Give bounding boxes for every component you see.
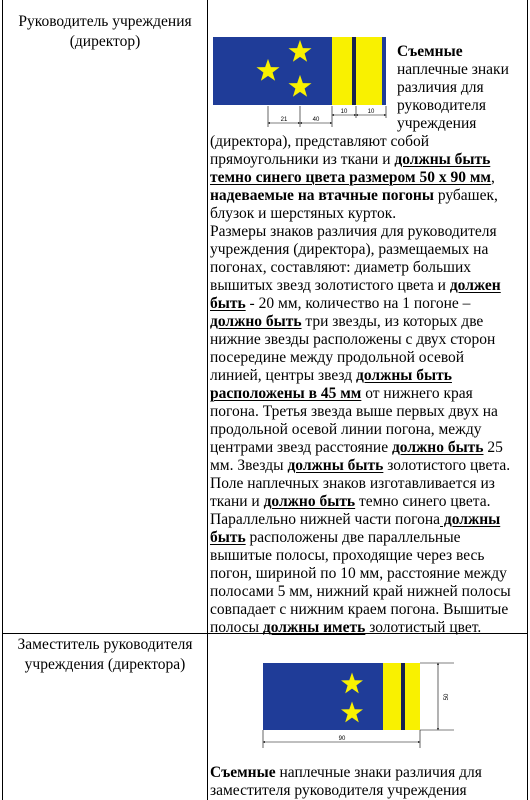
- description-text: погонах, составляют: диаметр больших: [210, 259, 472, 276]
- description-line: [210, 151, 490, 169]
- description-line: [397, 61, 509, 79]
- table-border-right: [527, 0, 528, 800]
- description-text: учреждения (директора), размещаемых на: [210, 241, 489, 258]
- emphasis-text: должны быть: [394, 151, 491, 168]
- description-text: Размеры знаков различия для руководителя: [210, 223, 497, 240]
- description-line: [210, 187, 498, 205]
- description-line: [210, 475, 495, 493]
- description-line: [210, 223, 497, 241]
- emphasis-text: должны быть: [287, 457, 384, 474]
- description-line: [210, 601, 508, 619]
- description-line: [397, 43, 463, 61]
- description-text: прямоугольники из ткани и: [210, 151, 395, 168]
- description-text: рубашек,: [433, 187, 498, 204]
- description-line: [210, 169, 495, 187]
- gold-stripe: [405, 663, 420, 730]
- description-text: Поле наплечных знаков изготавливается из: [210, 475, 495, 492]
- emphasis-text: должны иметь: [262, 619, 366, 636]
- description-text: продольной осевой линии погона, между: [210, 421, 482, 438]
- emphasis-text: должны быть: [356, 367, 452, 384]
- emphasis-text: должно быть: [263, 493, 356, 510]
- stripe-gap: [401, 663, 405, 730]
- description-text: расположены две параллельные: [245, 529, 461, 546]
- description-text: ,: [490, 169, 495, 186]
- role-title-line: (директор): [69, 33, 141, 50]
- description-line: [210, 583, 511, 601]
- description-text: наплечные знаки различия для: [275, 764, 482, 781]
- stripe-gap: [352, 37, 356, 105]
- description-text: три звезды, из которых две: [301, 313, 484, 330]
- description-text: погон, шириной по 10 мм, расстояние между: [210, 565, 507, 582]
- description-text: заместителя руководителя учреждения: [210, 782, 467, 799]
- description-line: [397, 115, 476, 133]
- description-text: вышитые полосы, проходящие через весь: [210, 547, 485, 564]
- role-title-line: учреждения (директора): [24, 656, 186, 673]
- description-text: погона. Третья звезда выше первых двух на: [210, 403, 498, 420]
- epaulette-figure-director: [210, 34, 394, 130]
- description-text: (директора), представляют собой: [210, 133, 430, 150]
- description-line: [210, 385, 473, 403]
- description-text: вышитых звезд золотистого цвета и: [210, 277, 450, 294]
- description-line: [210, 295, 470, 313]
- role-title-line: Руководитель учреждения: [18, 13, 192, 30]
- description-text: полосами 5 мм, нижний край нижней полосы: [210, 583, 511, 600]
- description-text: руководителя: [397, 97, 487, 114]
- description-text: - 20 мм, количество на 1 погоне –: [245, 295, 471, 312]
- emphasis-text: должно быть: [210, 313, 302, 330]
- description-line: [210, 529, 461, 547]
- emphasis-text: Съемные: [210, 764, 276, 781]
- description-line: [210, 619, 481, 637]
- description-text: от нижнего края: [361, 385, 473, 402]
- description-text: золотистого цвета.: [383, 457, 511, 474]
- description-line: [210, 241, 488, 259]
- dimension-label: 40: [312, 117, 320, 123]
- description-text: Параллельно нижней части погона: [210, 511, 440, 528]
- emphasis-text: расположены в 45 мм: [210, 385, 362, 402]
- emphasis-text: быть: [210, 295, 246, 312]
- emphasis-text: должны: [440, 511, 501, 528]
- description-text: нижние звезды расположены с двух сторон: [210, 331, 496, 348]
- description-text: посередине между продольной осевой: [210, 349, 465, 366]
- emphasis-text: быть: [210, 529, 246, 546]
- dimension-label: 21: [280, 117, 288, 123]
- description-text: полосы: [210, 619, 263, 636]
- description-line: [210, 493, 490, 511]
- description-line: [210, 367, 452, 385]
- description-line: [210, 764, 482, 782]
- description-line: [210, 259, 471, 277]
- dimension-label: 50: [444, 693, 450, 701]
- description-text: золотистый цвет.: [365, 619, 482, 636]
- description-line: [210, 547, 484, 565]
- description-line: [210, 133, 429, 151]
- description-line: [210, 331, 495, 349]
- gold-stripe: [383, 663, 401, 730]
- epaulette-figure-deputy: [258, 640, 470, 756]
- role-cell-deputy: [3, 635, 207, 675]
- description-text: 25: [483, 439, 503, 456]
- description-line: [210, 277, 501, 295]
- description-line: [210, 421, 482, 439]
- gold-stripe: [356, 37, 382, 105]
- description-line: [210, 511, 500, 529]
- description-line: [210, 403, 498, 421]
- role-title-line: Заместитель руководителя: [17, 636, 193, 653]
- role-cell-director: [3, 12, 207, 52]
- emphasis-text: Съемные: [397, 43, 463, 60]
- description-text: мм. Звезды: [210, 457, 288, 474]
- description-line: [210, 349, 464, 367]
- dimension-label: 10: [367, 109, 375, 115]
- description-line: [210, 205, 396, 223]
- emphasis-text: должно быть: [391, 439, 484, 456]
- description-text: темно синего цвета.: [355, 493, 491, 510]
- description-line: [210, 457, 510, 475]
- table-column-divider: [207, 0, 208, 800]
- description-text: ткани и: [210, 493, 264, 510]
- description-line: [210, 565, 507, 583]
- table-border-left: [2, 0, 3, 800]
- dimension-label: 10: [340, 109, 348, 115]
- emphasis-text: темно синего цвета размером 50 х 90 мм: [210, 169, 491, 186]
- emphasis-text: должен: [449, 277, 501, 294]
- description-line: [210, 439, 503, 457]
- description-text: различия для: [397, 79, 484, 96]
- description-text: линией, центры звезд: [210, 367, 357, 384]
- gold-stripe: [332, 37, 352, 105]
- description-line: [397, 79, 484, 97]
- description-text: совпадает с нижним краем погона. Вышитые: [210, 601, 509, 618]
- description-text: наплечные знаки: [397, 61, 509, 78]
- description-line: [397, 97, 486, 115]
- description-line: [210, 313, 483, 331]
- emphasis-text: надеваемые на втачные погоны: [210, 187, 434, 204]
- description-text: блузок и шерстяных курток.: [210, 205, 397, 222]
- dimension-label: 90: [338, 736, 346, 742]
- description-text: учреждения: [397, 115, 477, 132]
- description-line: [210, 782, 467, 800]
- description-text: центрами звезд расстояние: [210, 439, 392, 456]
